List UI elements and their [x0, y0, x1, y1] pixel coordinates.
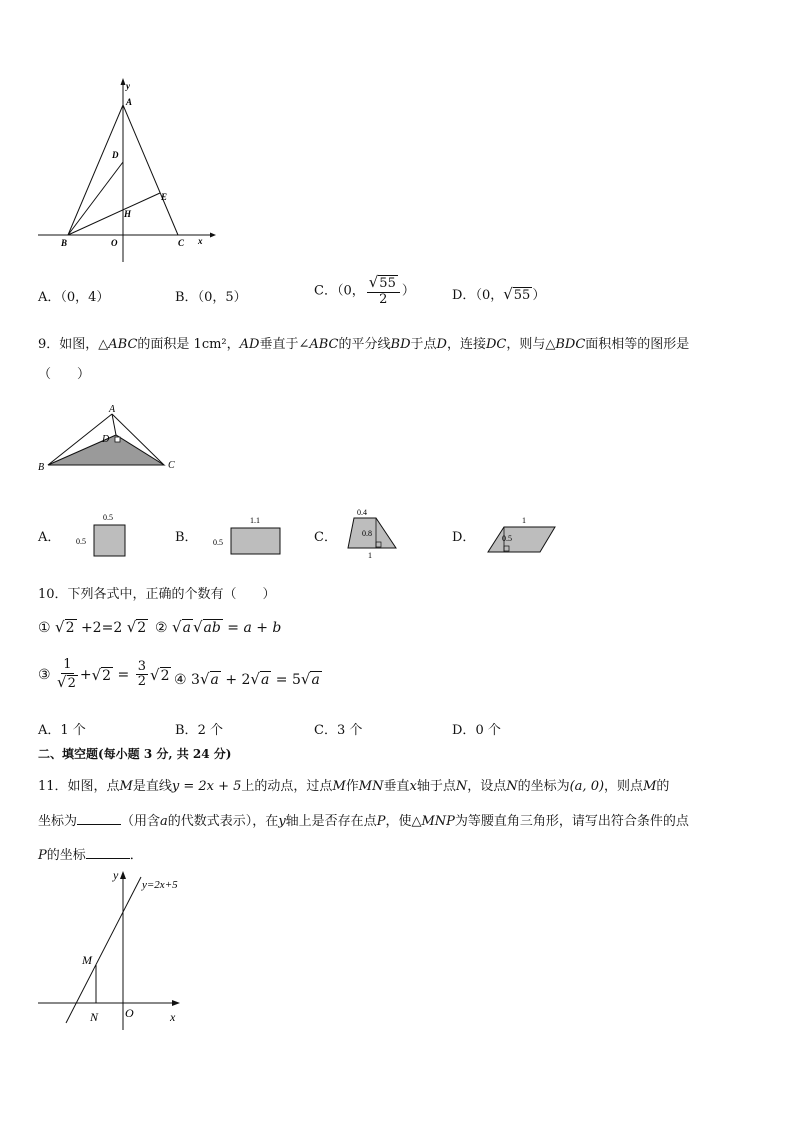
rectangle-shape [231, 528, 280, 554]
right-angle-mark-icon [115, 437, 120, 442]
radicand: a [182, 620, 191, 636]
label-line-equation: y=2x+5 [142, 879, 178, 891]
var: x [409, 779, 417, 794]
fraction: $\frac{√55}{2}$ [367, 274, 400, 308]
fraction-denominator: 2 [379, 291, 388, 307]
text: +2=2 [80, 620, 123, 636]
label-y: y [113, 868, 119, 882]
option-text: 3 个 [336, 723, 363, 738]
q10-expr-1: ① √2 +2=2 √2 [38, 618, 147, 636]
trapezoid-shape [348, 518, 396, 548]
line-y-2x-5 [66, 877, 141, 1023]
option-text: （0，4） [60, 290, 110, 305]
label-h: H [124, 209, 132, 219]
radicand: a [260, 672, 270, 688]
option-letter: B． [175, 290, 198, 305]
text: 坐标为 [38, 814, 78, 829]
label-n: N [90, 1010, 99, 1024]
q10-option-a[interactable] [38, 719, 86, 738]
text: 的坐标 [46, 848, 86, 863]
option-letter: A． [38, 290, 61, 305]
q11-line-3 [38, 844, 143, 863]
text: + 2 [225, 672, 251, 688]
radicand: ab [203, 620, 221, 636]
radicand: 2 [137, 620, 147, 636]
label-c: C [178, 238, 185, 248]
x-axis-arrow-icon [210, 233, 216, 238]
x-axis-arrow-icon [172, 1000, 180, 1006]
label-o: O [111, 238, 118, 248]
text: △ [98, 337, 109, 352]
text: = a + b [227, 620, 282, 636]
text: = [117, 666, 130, 683]
square-shape [94, 525, 125, 556]
text: 作 [345, 779, 359, 794]
label-a: A [109, 404, 116, 415]
fraction-numerator: 3 [137, 658, 146, 674]
q8-figure [30, 72, 230, 272]
var: N [455, 779, 468, 794]
var: ABC [309, 337, 339, 352]
var: P [38, 848, 47, 863]
equation: y = 2x + 5 [171, 779, 242, 794]
text: 上的动点，过点 [241, 779, 333, 794]
segment-ab [68, 105, 123, 235]
radicand: 55 [513, 288, 531, 303]
text: 11．如图，点 [38, 779, 120, 794]
option-letter: A． [38, 723, 61, 738]
q10-option-b[interactable] [175, 719, 223, 738]
answer-blank-1[interactable] [77, 812, 121, 825]
q10-option-d[interactable] [452, 719, 501, 738]
var: BDC [555, 337, 586, 352]
text: ，连接 [446, 337, 486, 352]
fraction-numerator: 55 [379, 276, 396, 291]
text: + [79, 666, 92, 683]
q9-option-b-figure [210, 512, 290, 558]
q8-option-d[interactable]: D．（0，√55 ） [452, 285, 546, 303]
option-text: 2 个 [197, 723, 223, 738]
answer-blank-2[interactable] [86, 846, 130, 859]
var: ABC [108, 337, 138, 352]
y-axis-arrow-icon [120, 871, 126, 879]
q11-line-2 [38, 810, 689, 829]
option-suffix: ） [401, 283, 415, 299]
radicand: 2 [102, 667, 112, 684]
radicand: a [311, 672, 320, 688]
label-height: 0.5 [502, 534, 512, 543]
var: MNP [421, 814, 455, 829]
q9-option-b[interactable]: B． [175, 530, 198, 545]
fraction [136, 660, 148, 691]
q11-figure [30, 866, 210, 1036]
label-y: y [126, 81, 130, 91]
option-text: 0 个 [475, 723, 501, 738]
segment-bd [68, 162, 123, 235]
label-left: 0.5 [213, 538, 223, 547]
q9-option-c-figure [342, 503, 404, 561]
text: 的平分线 [338, 337, 391, 352]
text: 的代数式表示），在 [167, 814, 279, 829]
mark: ③ [38, 666, 51, 683]
text: 于点 [410, 337, 437, 352]
label-c: C [168, 460, 175, 471]
fraction-denominator: 2 [67, 675, 76, 691]
option-letter: D． [452, 288, 476, 303]
q10-expr-3: ③ $\frac{1}{√2}$ +√2 = $\frac{3}{2}$ √2 [38, 657, 170, 691]
label-b: B [38, 462, 45, 473]
q9-answer-paren: （ ） [38, 367, 91, 382]
coordinate: (a, 0) [569, 779, 605, 794]
text: ，则与△ [506, 337, 556, 352]
segment-ac [123, 105, 178, 235]
label-m: M [82, 953, 92, 967]
var: MN [358, 779, 384, 794]
fraction-numerator: 1 [63, 657, 72, 672]
label-left: 0.5 [76, 537, 86, 546]
option-letter: C． [314, 283, 337, 299]
text: （用含 [121, 814, 161, 829]
q9-number: 9．如图， [38, 337, 99, 352]
segment-be [68, 193, 160, 235]
q8-option-a[interactable] [38, 286, 109, 305]
mark: ② [155, 620, 168, 636]
q8-option-c[interactable] [314, 274, 415, 308]
option-text: 1 个 [60, 723, 86, 738]
option-prefix: （0， [336, 283, 365, 299]
var: P [376, 814, 386, 829]
var: a [160, 814, 168, 829]
text: 为等腰直角三角形，请写出符合条件的点 [454, 814, 689, 829]
section-title: 二、填空题(每小题 3 分, 共 24 分) [38, 747, 232, 761]
label-bottom: 1 [368, 551, 372, 560]
var: M [119, 779, 133, 794]
text: 垂直 [383, 779, 410, 794]
text: 是直线 [132, 779, 172, 794]
y-axis-arrow-icon [121, 78, 126, 85]
q8-option-b[interactable] [175, 286, 247, 305]
option-suffix: ） [532, 288, 546, 303]
q11-line-1 [38, 775, 669, 794]
option-text: （0，5） [197, 290, 247, 305]
label-o: O [125, 1006, 134, 1020]
mark: ④ [174, 672, 187, 688]
var: DC [485, 337, 507, 352]
label-d: D [112, 150, 119, 160]
fraction: $\frac{1}{√2}$ [57, 657, 76, 691]
parallelogram-shape [488, 527, 555, 552]
q9-figure [36, 402, 186, 474]
text: 面积相等的图形是 [585, 337, 690, 352]
q10-stem: 10．下列各式中，正确的个数有（ ） [38, 587, 276, 602]
label-top: 0.5 [103, 513, 113, 522]
q10-expr-4: ④ 3√a + 2√a = 5√a [174, 670, 320, 688]
text: 轴于点 [416, 779, 456, 794]
q9-option-a-figure [70, 508, 130, 560]
label-top: 1.1 [250, 516, 260, 525]
label-height: 0.8 [362, 529, 372, 538]
label-top: 1 [522, 516, 526, 525]
var: BD [390, 337, 411, 352]
q9-option-d[interactable]: D． [452, 530, 476, 545]
var: AD [239, 337, 260, 352]
option-letter: B． [175, 723, 198, 738]
label-b: B [61, 238, 68, 248]
label-e: E [161, 192, 168, 202]
q10-option-c[interactable] [314, 719, 362, 738]
text: 垂直于∠ [259, 337, 310, 352]
option-prefix: （0， [475, 288, 504, 303]
option-letter: C． [314, 723, 337, 738]
label-x: x [198, 236, 203, 246]
text: ，使△ [385, 814, 422, 829]
option-letter: D． [452, 723, 476, 738]
text: = 5 [275, 672, 301, 688]
radicand: 2 [160, 667, 170, 684]
q9-option-d-figure [482, 512, 562, 558]
var: y [278, 814, 286, 829]
text: 的坐标为 [517, 779, 570, 794]
text: 的面积是 1cm²， [137, 337, 240, 352]
q10-expr-2: ② √a √ab = a + b [155, 618, 282, 636]
text: 的 [656, 779, 670, 794]
var: D [436, 337, 447, 352]
label-d: D [102, 434, 110, 445]
label-a: A [126, 97, 133, 107]
text: ，则点 [604, 779, 644, 794]
var: M [643, 779, 657, 794]
radicand: 2 [65, 620, 75, 636]
q9-stem [38, 333, 689, 352]
label-top: 0.4 [357, 508, 367, 517]
text: ． [129, 848, 143, 863]
label-x: x [170, 1010, 176, 1024]
q9-option-c[interactable]: C． [314, 530, 337, 545]
radicand: a [210, 672, 219, 688]
var: N [506, 779, 518, 794]
fraction-denominator: 2 [137, 674, 146, 690]
q9-option-a[interactable]: A． [38, 530, 61, 545]
text: 轴上是否存在点 [285, 814, 377, 829]
mark: ① [38, 620, 51, 636]
text: 3 [191, 672, 200, 688]
var: M [332, 779, 346, 794]
text: ，设点 [467, 779, 507, 794]
